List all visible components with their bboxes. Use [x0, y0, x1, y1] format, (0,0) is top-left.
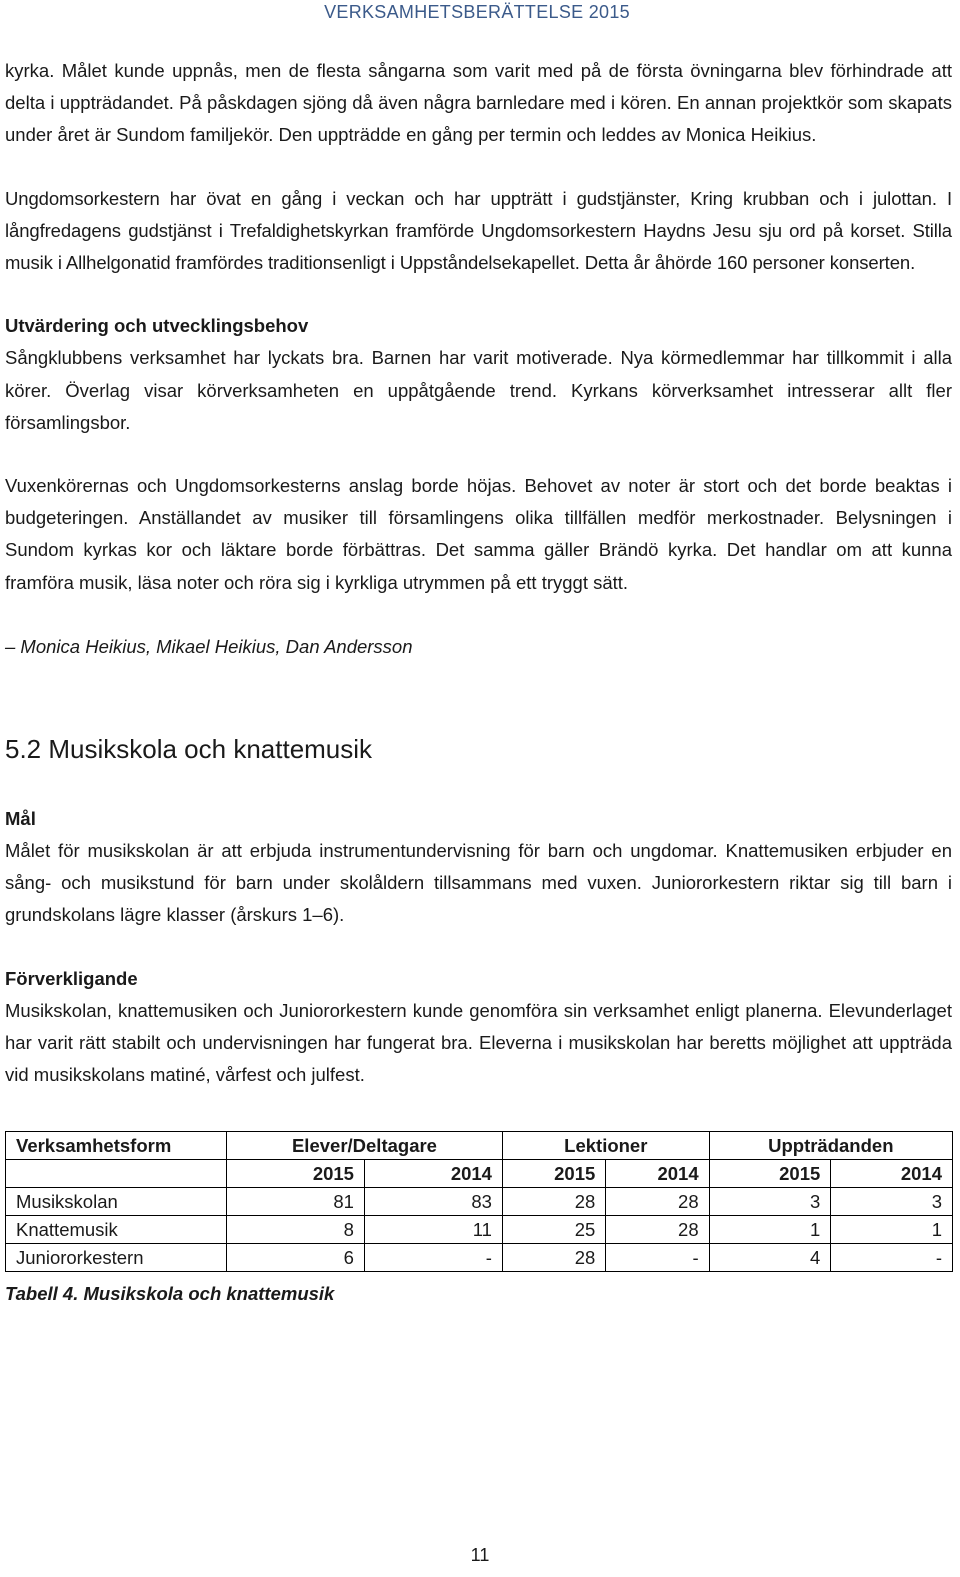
- row-label: Knattemusik: [6, 1216, 227, 1244]
- row-label: Juniororkestern: [6, 1244, 227, 1272]
- activity-table: [5, 1131, 953, 1272]
- paragraph-youth-orchestra: Ungdomsorkestern har övat en gång i veckan och har uppträtt i gudstjänster, Kring krubban och i julottan. I långfredagens gudstjänst i Trefaldighetskyrkan framförde Ungdomsorkestern Haydns Jesu sju ord på korset. Stilla musik i Allhelgonatid framfördes traditionsenligt i Uppståndelsekapellet. Detta år åhörde 160 personer konserten.: [5, 187, 952, 274]
- table-cell: 28: [606, 1216, 709, 1244]
- heading-realization: Förverkligande: [5, 967, 138, 989]
- year-cell: 2014: [364, 1160, 502, 1188]
- table-cell: 4: [709, 1244, 831, 1272]
- year-cell: 2014: [831, 1160, 953, 1188]
- year-empty-cell: [6, 1160, 227, 1188]
- paragraph-funding: Vuxenkörernas och Ungdomsorkesterns anslag borde höjas. Behovet av noter är stort och det borde beaktas i budgeteringen. Anställandet av musiker till församlingens olika tillfällen medför merkostnader. Belysningen i Sundom kyrkas kor och läktare borde förbättras. Det samma gäller Brändö kyrka. Det handlar om att kunna framföra musik, läsa noter och röra sig i kyrkliga utrymmen på ett tryggt sätt.: [5, 475, 952, 593]
- table-cell: -: [606, 1244, 709, 1272]
- paragraph-goal: Målet för musikskolan är att erbjuda instrumentundervisning för barn och ungdomar. Knattemusiken erbjuder en sång- och musikstund för barn under skolåldern tillsammans med vuxen. Juniororkestern riktar sig till barn i grundskolans lägre klasser (årskurs 1–6).: [5, 840, 952, 926]
- table-cell: -: [831, 1244, 953, 1272]
- row-label: Musikskolan: [6, 1188, 227, 1216]
- page-content: [5, 55, 952, 1310]
- header-performances: Uppträdanden: [709, 1132, 952, 1160]
- table-cell: 28: [502, 1244, 605, 1272]
- running-header: VERKSAMHETSBERÄTTELSE 2015: [324, 2, 630, 22]
- table-cell: 1: [831, 1216, 953, 1244]
- paragraph-realization: Musikskolan, knattemusiken och Juniororkestern kunde genomföra sin verksamhet enligt planerna. Elevunderlaget har varit rätt stabilt och undervisningen har fungerat bra. Eleverna i musikskolan har beretts möjlighet att uppträda vid musikskolans matiné, vårfest och julfest.: [5, 999, 952, 1086]
- header-lessons: Lektioner: [502, 1132, 709, 1160]
- table-caption: Tabell 4. Musikskola och knattemusik: [5, 1283, 335, 1305]
- table-cell: 11: [364, 1216, 502, 1244]
- table-cell: 28: [606, 1188, 709, 1216]
- table-cell: 81: [227, 1188, 365, 1216]
- table-cell: 25: [502, 1216, 605, 1244]
- table-cell: 83: [364, 1188, 502, 1216]
- paragraph-choir-projects: kyrka. Målet kunde uppnås, men de flesta sångarna som varit med på de första övningarna blev förhindrade att delta i uppträdandet. På påskdagen sjöng då även några barnledare med i kören. En annan projektkör som skapats under året är Sundom familjekör. Den uppträdde en gång per termin och leddes av Monica Heikius.: [5, 60, 952, 146]
- header-activity: Verksamhetsform: [6, 1132, 227, 1160]
- header-participants: Elever/Deltagare: [227, 1132, 503, 1160]
- table-years-row: [6, 1160, 953, 1188]
- table-row: [6, 1216, 953, 1244]
- table-cell: -: [364, 1244, 502, 1272]
- year-cell: 2015: [709, 1160, 831, 1188]
- table-row: [6, 1188, 953, 1216]
- table-cell: 6: [227, 1244, 365, 1272]
- table-cell: 8: [227, 1216, 365, 1244]
- heading-goal: Mål: [5, 807, 36, 829]
- page-number: 11: [470, 1545, 490, 1565]
- table-cell: 3: [709, 1188, 831, 1216]
- table-cell: 1: [709, 1216, 831, 1244]
- section-title: 5.2 Musikskola och knattemusik: [5, 733, 373, 764]
- year-cell: 2014: [606, 1160, 709, 1188]
- year-cell: 2015: [227, 1160, 365, 1188]
- heading-evaluation: Utvärdering och utvecklingsbehov: [5, 315, 309, 337]
- table-cell: 3: [831, 1188, 953, 1216]
- table-header-row: [6, 1132, 953, 1160]
- year-cell: 2015: [502, 1160, 605, 1188]
- activity-table-wrapper: [5, 1131, 952, 1310]
- table-row: [6, 1244, 953, 1272]
- table-cell: 28: [502, 1188, 605, 1216]
- signature: – Monica Heikius, Mikael Heikius, Dan Andersson: [5, 635, 413, 657]
- paragraph-evaluation: Sångklubbens verksamhet har lyckats bra. Barnen har varit motiverade. Nya körmedlemmar har tillkommit i alla körer. Överlag visar körverksamheten en uppåtgående trend. Kyrkans körverksamhet intresserar allt fler församlingsbor.: [5, 347, 952, 433]
